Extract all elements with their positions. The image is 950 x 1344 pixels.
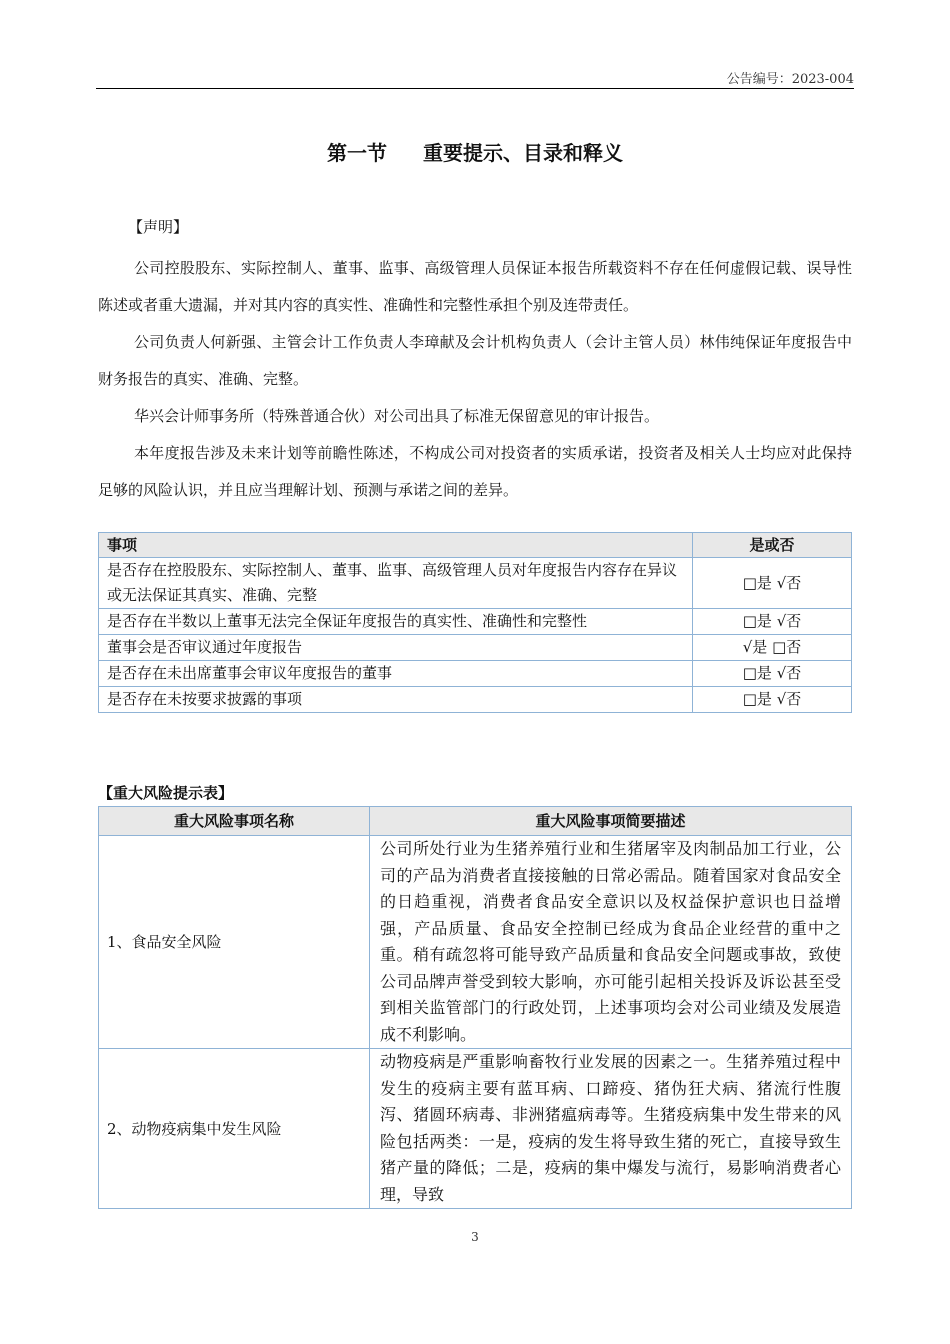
table-row: [99, 836, 852, 1049]
section-number: 第一节: [327, 141, 387, 165]
risk-table: [98, 806, 852, 1209]
column-header-risk-desc: 重大风险事项简要描述: [370, 807, 852, 836]
declaration-label: 【声明】: [128, 218, 189, 236]
matter-answer: □是 √否: [693, 661, 852, 687]
risk-table-label: 【重大风险提示表】: [98, 784, 234, 802]
section-title: 重要提示、目录和释义: [423, 141, 623, 165]
table-row: [99, 635, 852, 661]
section-heading: [0, 137, 950, 166]
declaration-paragraph: 本年度报告涉及未来计划等前瞻性陈述，不构成公司对投资者的实质承诺，投资者及相关人士均应对此保持足够的风险认识，并且应当理解计划、预测与承诺之间的差异。: [98, 444, 852, 499]
declaration-paragraph: 公司负责人何新强、主管会计工作负责人李璋献及会计机构负责人（会计主管人员）林伟纯保证年度报告中财务报告的真实、准确、完整。: [98, 333, 852, 388]
table-row: [99, 1049, 852, 1209]
declaration-paragraph: 公司控股股东、实际控制人、董事、监事、高级管理人员保证本报告所载资料不存在任何虚假记载、误导性陈述或者重大遗漏，并对其内容的真实性、准确性和完整性承担个别及连带责任。: [98, 259, 852, 314]
matter-item: 董事会是否审议通过年度报告: [99, 635, 693, 661]
risk-description: 公司所处行业为生猪养殖行业和生猪屠宰及肉制品加工行业，公司的产品为消费者直接接触的日常必需品。随着国家对食品安全的日趋重视，消费者食品安全意识以及权益保护意识也日益增强，产品质量、食品安全控制已经成为食品企业经营的重中之重。稍有疏忽将可能导致产品质量和食品安全问题或事故，致使公司品牌声誉受到较大影响，亦可能引起相关投诉及诉讼甚至受到相关监管部门的行政处罚，上述事项均会对公司业绩及发展造成不利影响。: [370, 836, 852, 1049]
column-header-risk-name: 重大风险事项名称: [99, 807, 370, 836]
matter-answer: □是 √否: [693, 609, 852, 635]
table-header-row: [99, 533, 852, 558]
matter-answer: □是 √否: [693, 687, 852, 713]
risk-description: 动物疫病是严重影响畜牧行业发展的因素之一。生猪养殖过程中发生的疫病主要有蓝耳病、口蹄疫、猪伪狂犬病、猪流行性腹泻、猪圆环病毒、非洲猪瘟病毒等。生猪疫病集中发生带来的风险包括两类：一是，疫病的发生将导致生猪的死亡，直接导致生猪产量的降低；二是，疫病的集中爆发与流行，易影响消费者心理，导致: [370, 1049, 852, 1209]
column-header-item: 事项: [99, 533, 693, 558]
matter-item: 是否存在未出席董事会审议年度报告的董事: [99, 661, 693, 687]
risk-name: 1、食品安全风险: [99, 836, 370, 1049]
table-header-row: [99, 807, 852, 836]
matter-answer: □是 √否: [693, 558, 852, 609]
table-row: [99, 687, 852, 713]
table-row: [99, 558, 852, 609]
matters-table: [98, 532, 852, 713]
table-row: [99, 609, 852, 635]
matter-item: 是否存在半数以上董事无法完全保证年度报告的真实性、准确性和完整性: [99, 609, 693, 635]
page-number: 3: [471, 1230, 479, 1244]
declaration-paragraph: 华兴会计师事务所（特殊普通合伙）对公司出具了标准无保留意见的审计报告。: [134, 407, 660, 425]
matter-answer: √是 □否: [693, 635, 852, 661]
column-header-answer: 是或否: [693, 533, 852, 558]
matter-item: 是否存在未按要求披露的事项: [99, 687, 693, 713]
risk-name: 2、动物疫病集中发生风险: [99, 1049, 370, 1209]
matter-item: 是否存在控股股东、实际控制人、董事、监事、高级管理人员对年度报告内容存在异议或无法保证其真实、准确、完整: [99, 558, 693, 609]
announcement-code: 公告编号：2023-004: [726, 72, 854, 87]
table-row: [99, 661, 852, 687]
header-divider: [96, 88, 854, 89]
